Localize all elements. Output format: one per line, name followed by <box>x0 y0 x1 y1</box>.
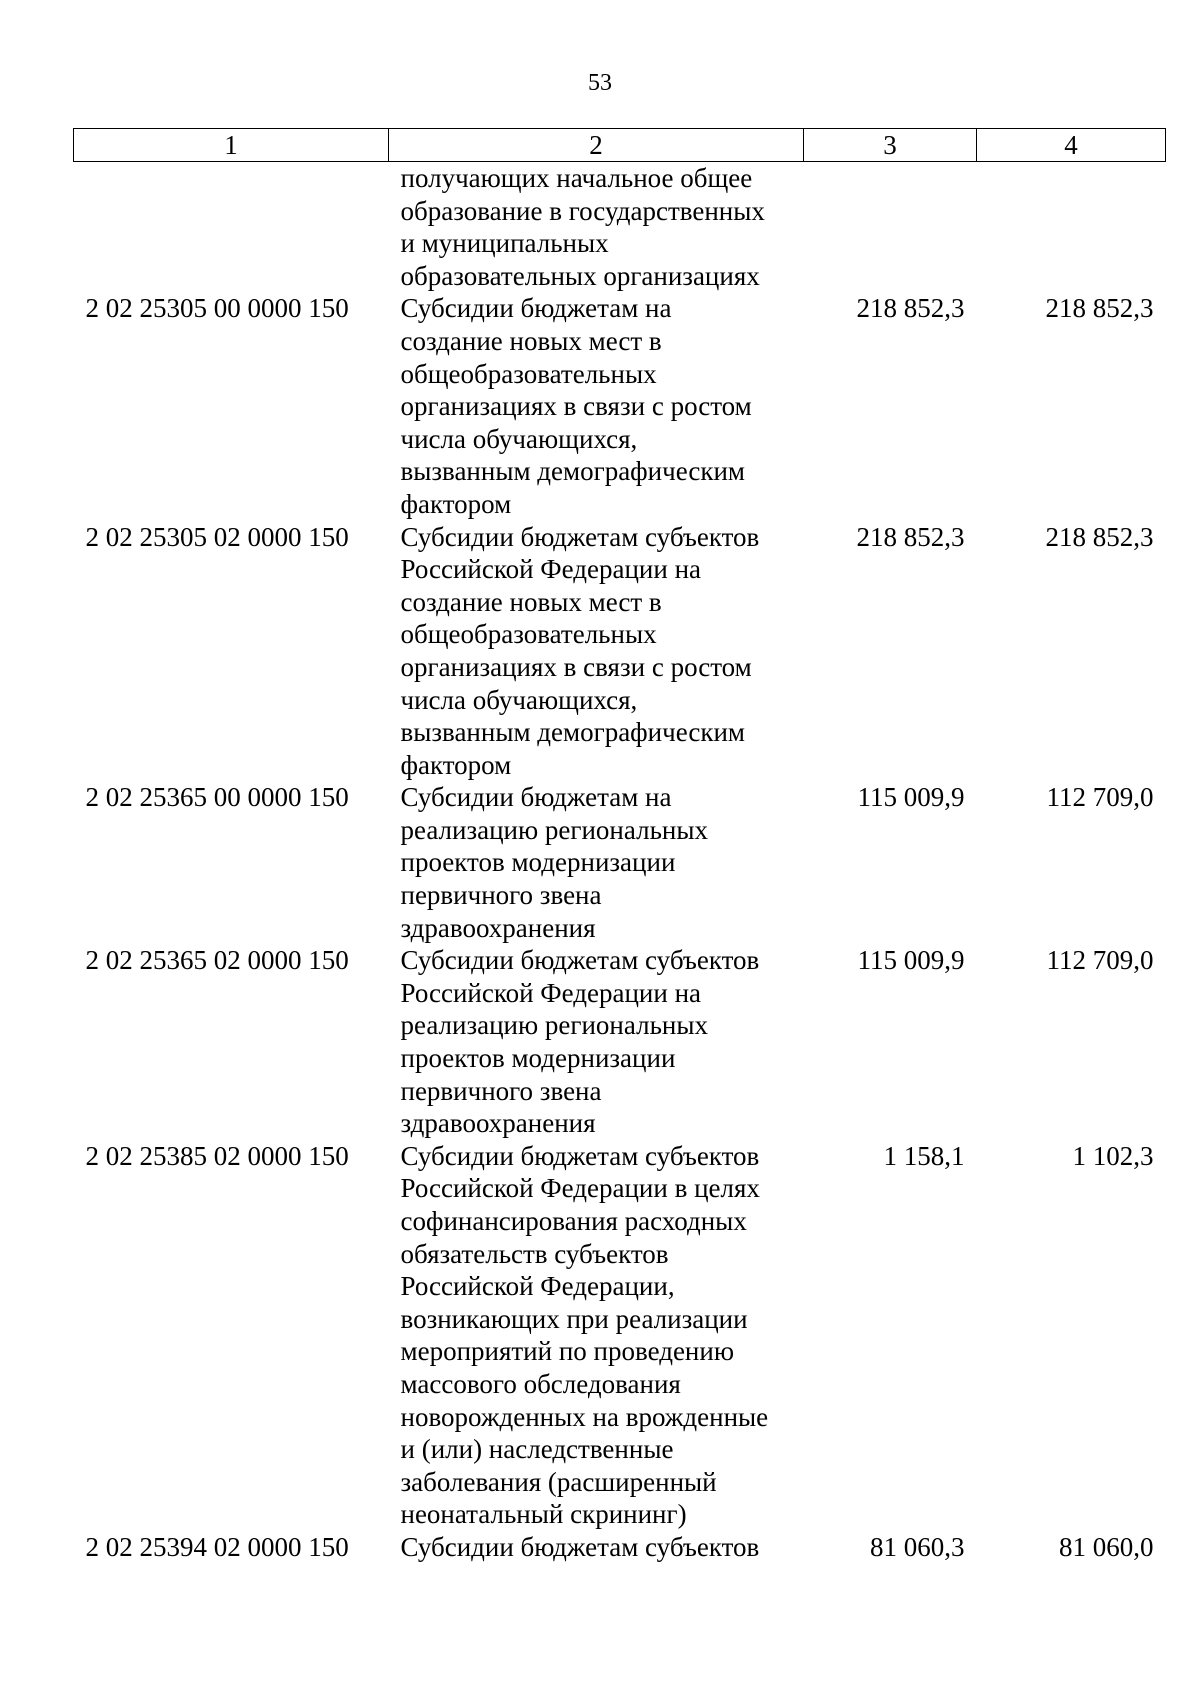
row-value-col3: 115 009,9 <box>857 782 965 813</box>
row-name: Субсидии бюджетам на создание новых мест в общеобразовательных организациях в связи с ростом числа обучающихся, вызванным демографическим фактором <box>400 293 752 519</box>
row-value-col3: 218 852,3 <box>856 521 965 552</box>
row-value-col3: 1 158,1 <box>883 1140 965 1171</box>
row-value-col4: 112 709,0 <box>1046 945 1154 976</box>
row-name: Субсидии бюджетам на реализацию региональных проектов модернизации первичного звена здравоохранения <box>400 782 708 943</box>
table-row <box>74 781 1166 944</box>
row-value-col4: 1 102,3 <box>1072 1140 1154 1171</box>
row-name: получающих начальное общее образование в государственных и муниципальных образовательных организациях <box>400 163 765 291</box>
table-row <box>74 162 1166 293</box>
column-header-1: 1 <box>74 129 389 162</box>
table-header-row <box>74 129 1166 162</box>
row-value-col3 <box>804 162 977 293</box>
row-value-col3: 218 852,3 <box>856 293 965 324</box>
row-code: 2 02 25365 02 0000 150 <box>85 945 349 976</box>
row-value-col4 <box>977 162 1166 293</box>
row-value-col4: 218 852,3 <box>1045 293 1154 324</box>
column-header-3: 3 <box>804 129 977 162</box>
column-header-2: 2 <box>389 129 804 162</box>
row-code: 2 02 25305 02 0000 150 <box>85 521 349 552</box>
row-value-col4: 112 709,0 <box>1046 782 1154 813</box>
table-row <box>74 521 1166 782</box>
table-row <box>74 944 1166 1140</box>
row-code: 2 02 25385 02 0000 150 <box>85 1140 349 1171</box>
row-name: Субсидии бюджетам субъектов Российской Федерации на реализацию региональных проектов модернизации первичного звена здравоохранения <box>400 945 760 1139</box>
table-row <box>74 292 1166 520</box>
row-value-col4: 218 852,3 <box>1045 521 1154 552</box>
row-name: Субсидии бюджетам субъектов Российской Федерации в целях софинансирования расходных обязательств субъектов Российской Федерации, возникающих при реализации мероприятий по проведению массового обследования новорожденных на врожденные и (или) наследственные заболевания (расширенный неонатальный скрининг) <box>400 1140 769 1530</box>
table-row <box>74 1531 1166 1564</box>
row-code: 2 02 25394 02 0000 150 <box>85 1531 349 1562</box>
row-value-col3: 115 009,9 <box>857 945 965 976</box>
budget-table <box>73 128 1166 1564</box>
column-header-4: 4 <box>977 129 1166 162</box>
table-row <box>74 1140 1166 1531</box>
page-number: 53 <box>588 70 612 96</box>
row-code: 2 02 25365 00 0000 150 <box>85 782 349 813</box>
row-name: Субсидии бюджетам субъектов <box>400 1531 760 1562</box>
row-name: Субсидии бюджетам субъектов Российской Федерации на создание новых мест в общеобразовательных организациях в связи с ростом числа обучающихся, вызванным демографическим фактором <box>400 521 760 780</box>
row-code: 2 02 25305 00 0000 150 <box>85 293 349 324</box>
row-value-col4: 81 060,0 <box>1059 1531 1154 1562</box>
row-value-col3: 81 060,3 <box>870 1531 965 1562</box>
row-code <box>74 162 389 293</box>
